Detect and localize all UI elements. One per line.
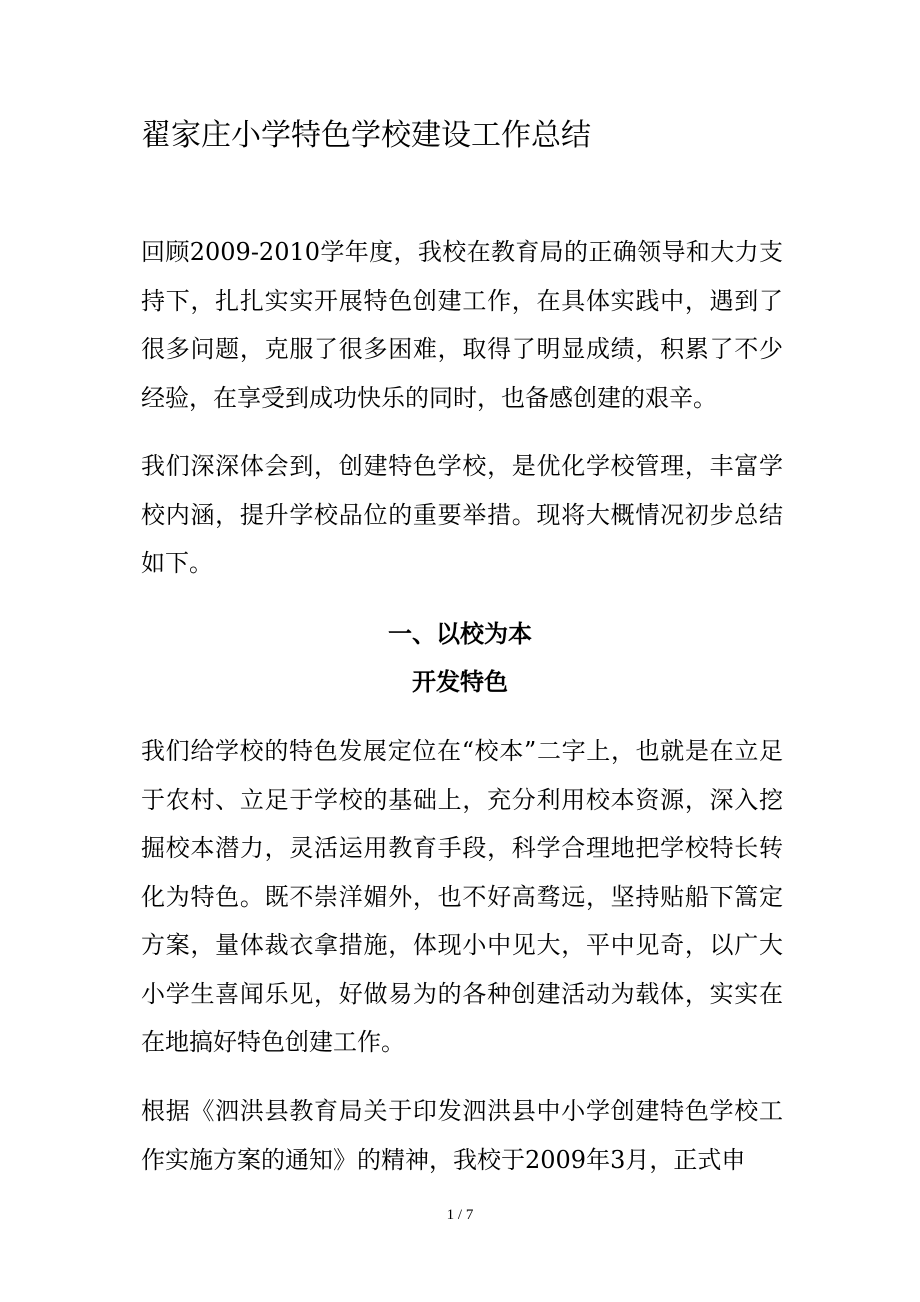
paragraph-positioning: 我们给学校的特色发展定位在“校本”二字上，也就是在立足于农村、立足于学校的基础上，充分利用校本资源，深入挖掘校本潜力，灵活运用教育手段，科学合理地把学校特长转化为特色。既不崇洋媚外，也不好高骛远，坚持贴船下篙定方案，量体裁衣拿措施，体现小中见大，平中见奇，以广大小学生喜闻乐见，好做易为的各种创建活动为载体，实实在在地搞好特色创建工作。: [141, 737, 783, 1056]
paragraph-summary: 我们深深体会到，创建特色学校，是优化学校管理，丰富学校内涵，提升学校品位的重要举措。现将大概情况初步总结如下。: [141, 452, 783, 577]
section-subheading: 开发特色: [412, 667, 508, 696]
page-number: 1 / 7: [446, 1207, 474, 1223]
paragraph-intro: 回顾2009-2010学年度，我校在教育局的正确领导和大力支持下，扎扎实实开展特色创建工作，在具体实践中，遇到了很多问题，克服了很多困难，取得了明显成绩，积累了不少经验，在享受到成功快乐的同时，也备感创建的艰辛。: [141, 238, 783, 412]
paragraph-basis: 根据《泗洪县教育局关于印发泗洪县中小学创建特色学校工作实施方案的通知》的精神，我校于2009年3月，正式申: [141, 1097, 783, 1174]
section-heading: 一、以校为本: [388, 619, 532, 648]
document-title: 翟家庄小学特色学校建设工作总结: [141, 118, 591, 153]
